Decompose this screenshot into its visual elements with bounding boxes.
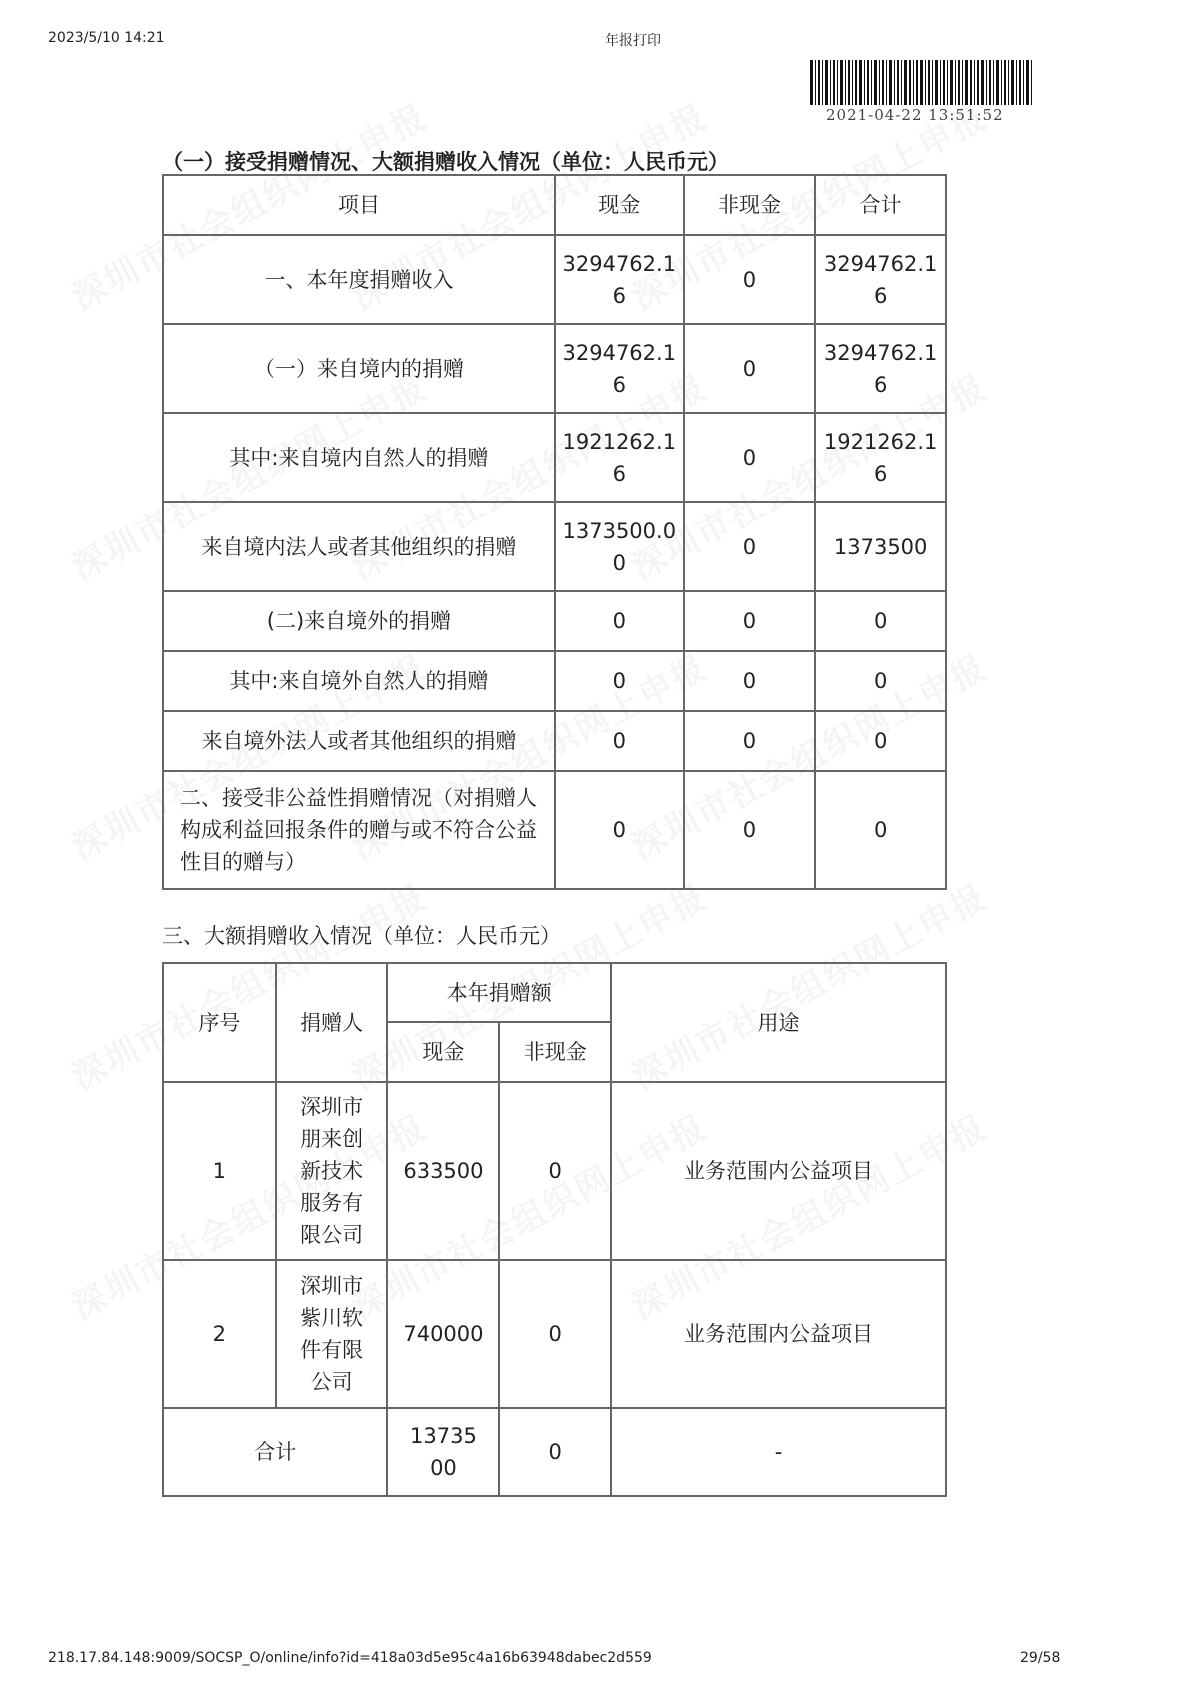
page-number: 29/58 [1020,1650,1061,1666]
row-purpose: 业务范围内公益项目 [611,1260,946,1408]
row-cash: 0 [555,591,684,651]
row-noncash: 0 [684,502,816,591]
barcode-timestamp: 2021-04-22 13:51:52 [826,106,1004,124]
row-total: 0 [815,711,946,771]
row-noncash: 0 [684,413,816,502]
col-header-amount: 本年捐赠额 [387,963,611,1022]
row-noncash: 0 [684,324,816,413]
print-datetime: 2023/5/10 14:21 [48,30,165,46]
table-row [163,502,946,591]
table-header-row [163,963,946,1022]
col-header-purpose: 用途 [611,963,946,1082]
table-row [163,711,946,771]
col-header-item: 项目 [163,175,555,235]
row-seq: 2 [163,1260,276,1408]
row-cash: 0 [555,711,684,771]
table-row [163,324,946,413]
table-row [163,235,946,324]
row-cash: 0 [555,651,684,711]
page-url: 218.17.84.148:9009/SOCSP_O/online/info?id=418a03d5e95c4a16b63948dabec2d559 [48,1650,652,1666]
row-cash: 740000 [387,1260,499,1408]
table-row [163,591,946,651]
table-total-row [163,1408,946,1496]
table-row [163,1082,946,1260]
row-total: 3294762.16 [815,235,946,324]
row-noncash: 0 [684,711,816,771]
total-cash: 1373500 [387,1408,499,1496]
row-noncash: 0 [684,235,816,324]
row-cash: 0 [555,771,684,889]
col-header-seq: 序号 [163,963,276,1082]
row-item: 其中:来自境内自然人的捐赠 [163,413,555,502]
row-total: 0 [815,651,946,711]
row-noncash: 0 [684,771,816,889]
row-noncash: 0 [499,1260,611,1408]
row-cash: 1921262.16 [555,413,684,502]
total-purpose: - [611,1408,946,1496]
row-total: 0 [815,771,946,889]
col-header-cash: 现金 [555,175,684,235]
row-item: （一）来自境内的捐赠 [163,324,555,413]
row-cash: 1373500.00 [555,502,684,591]
donations-table [162,174,947,890]
row-noncash: 0 [684,651,816,711]
row-item: 其中:来自境外自然人的捐赠 [163,651,555,711]
page-header-title: 年报打印 [605,33,661,49]
row-total: 1921262.16 [815,413,946,502]
row-item: 来自境外法人或者其他组织的捐赠 [163,711,555,771]
row-purpose: 业务范围内公益项目 [611,1082,946,1260]
total-label: 合计 [163,1408,387,1496]
table-row [163,771,946,889]
row-cash: 3294762.16 [555,235,684,324]
row-cash: 633500 [387,1082,499,1260]
row-donor: 深圳市朋来创新技术服务有限公司 [276,1082,388,1260]
row-item: 来自境内法人或者其他组织的捐赠 [163,502,555,591]
row-item: (二)来自境外的捐赠 [163,591,555,651]
row-total: 1373500 [815,502,946,591]
row-seq: 1 [163,1082,276,1260]
table-row [163,413,946,502]
barcode-icon [810,60,1032,105]
row-noncash: 0 [499,1082,611,1260]
col-header-total: 合计 [815,175,946,235]
row-cash: 3294762.16 [555,324,684,413]
col-header-noncash: 非现金 [684,175,816,235]
row-total: 0 [815,591,946,651]
col-header-donor: 捐赠人 [276,963,388,1082]
total-noncash: 0 [499,1408,611,1496]
col-header-cash: 现金 [387,1022,499,1082]
table-header-row [163,175,946,235]
table-row [163,651,946,711]
row-item: 二、接受非公益性捐赠情况（对捐赠人构成利益回报条件的赠与或不符合公益性目的赠与） [163,771,555,889]
row-item: 一、本年度捐赠收入 [163,235,555,324]
large-donations-table [162,962,947,1497]
row-donor: 深圳市紫川软件有限公司 [276,1260,388,1408]
row-total: 3294762.16 [815,324,946,413]
col-header-noncash: 非现金 [499,1022,611,1082]
section-title-donations: （一）接受捐赠情况、大额捐赠收入情况（单位：人民币元） [162,150,729,174]
row-noncash: 0 [684,591,816,651]
table-row [163,1260,946,1408]
section-title-large-donations: 三、大额捐赠收入情况（单位：人民币元） [162,924,561,948]
